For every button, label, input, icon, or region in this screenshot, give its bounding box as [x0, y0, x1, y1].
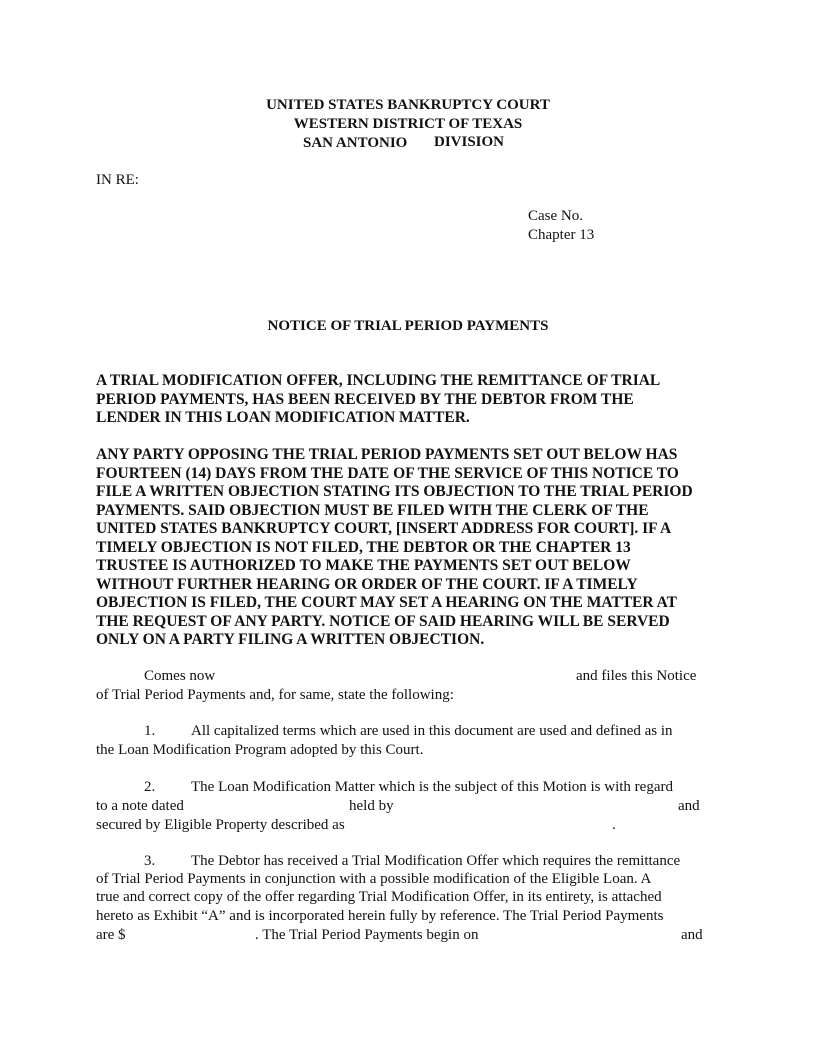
files-notice-text: and files this Notice — [576, 668, 697, 684]
notice-2-line: UNITED STATES BANKRUPTCY COURT, [INSERT ADDRESS FOR COURT]. IF A — [96, 520, 672, 537]
court-name: UNITED STATES BANKRUPTCY COURT — [266, 97, 550, 113]
item-3-line-3: true and correct copy of the offer regarding Trial Modification Offer, in its entirety, is attached — [96, 889, 662, 905]
item-3-number: 3. — [144, 853, 156, 869]
notice-2-line: TIMELY OBJECTION IS NOT FILED, THE DEBTOR OR THE CHAPTER 13 — [96, 538, 631, 556]
held-by-text: held by — [349, 798, 394, 814]
notice-2-line: WITHOUT FURTHER HEARING OR ORDER OF THE COURT. IF A TIMELY — [96, 575, 638, 593]
division-city: SAN ANTONIO — [303, 135, 408, 151]
document-title: NOTICE OF TRIAL PERIOD PAYMENTS — [267, 318, 549, 334]
notice-2-line: FILE A WRITTEN OBJECTION STATING ITS OBJECTION TO THE TRIAL PERIOD — [96, 483, 693, 500]
amount-text: are $ — [96, 927, 126, 943]
notice-2-line: OBJECTION IS FILED, THE COURT MAY SET A HEARING ON THE MATTER AT — [96, 594, 677, 611]
notice-2-line: TRUSTEE IS AUTHORIZED TO MAKE THE PAYMENTS SET OUT BELOW — [96, 557, 631, 574]
notice-1-line: A TRIAL MODIFICATION OFFER, INCLUDING THE REMITTANCE OF TRIAL — [96, 372, 661, 389]
notice-1-line: LENDER IN THIS LOAN MODIFICATION MATTER. — [96, 409, 470, 426]
note-dated-text: to a note dated — [96, 798, 184, 814]
case-number-label: Case No. — [528, 208, 583, 224]
item-2-period: . — [612, 817, 616, 833]
item-2-number: 2. — [144, 779, 156, 795]
chapter-label: Chapter 13 — [528, 227, 595, 243]
item-2-line-1: The Loan Modification Matter which is the subject of this Motion is with regard — [191, 779, 673, 795]
item-1-line-1: All capitalized terms which are used in this document are used and defined as in — [191, 723, 673, 739]
notice-2-line: THE REQUEST OF ANY PARTY. NOTICE OF SAID HEARING WILL BE SERVED — [96, 612, 670, 630]
intro-line-2: of Trial Period Payments and, for same, state the following: — [96, 687, 454, 703]
notice-paragraph-2 — [96, 446, 736, 650]
item-3-line-1: The Debtor has received a Trial Modification Offer which requires the remittance — [191, 853, 681, 869]
in-re-label: IN RE: — [96, 172, 139, 188]
notice-paragraph-1 — [96, 372, 736, 428]
item-3-line-4: hereto as Exhibit “A” and is incorporated herein fully by reference. The Trial Period Payments — [96, 908, 664, 924]
notice-2-line: ONLY ON A PARTY FILING A WRITTEN OBJECTION. — [96, 631, 485, 648]
and-text: and — [678, 798, 700, 814]
division-label: DIVISION — [434, 134, 505, 150]
district-name: WESTERN DISTRICT OF TEXAS — [293, 116, 523, 132]
item-3-line-2: of Trial Period Payments in conjunction with a possible modification of the Eligible Loan. A — [96, 871, 652, 887]
notice-1-line: PERIOD PAYMENTS, HAS BEEN RECEIVED BY THE DEBTOR FROM THE — [96, 390, 634, 408]
and-text: and — [681, 927, 703, 943]
comes-now-text: Comes now — [144, 668, 216, 684]
notice-2-line: ANY PARTY OPPOSING THE TRIAL PERIOD PAYMENTS SET OUT BELOW HAS — [96, 446, 678, 463]
payments-begin-text: . The Trial Period Payments begin on — [255, 927, 479, 943]
notice-2-line: FOURTEEN (14) DAYS FROM THE DATE OF THE SERVICE OF THIS NOTICE TO — [96, 464, 679, 482]
notice-2-line: PAYMENTS. SAID OBJECTION MUST BE FILED WITH THE CLERK OF THE — [96, 501, 649, 519]
secured-by-text: secured by Eligible Property described as — [96, 817, 345, 833]
item-1-line-2: the Loan Modification Program adopted by this Court. — [96, 742, 424, 758]
item-1-number: 1. — [144, 723, 156, 739]
